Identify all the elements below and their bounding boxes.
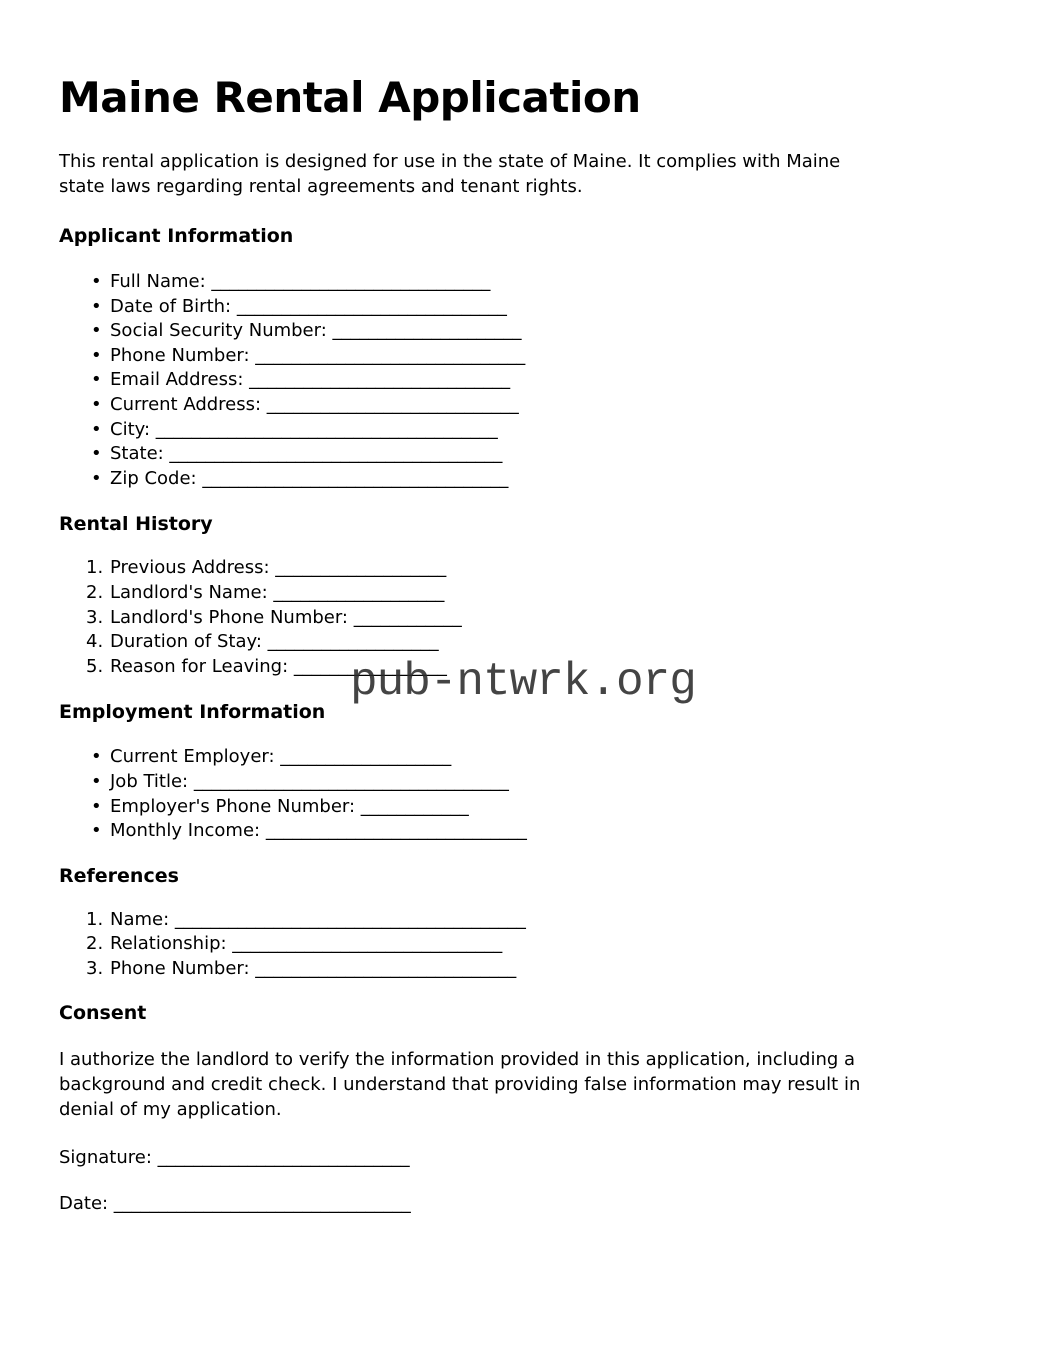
field-line-zip-code: [59, 467, 985, 492]
field-text: Email Address: _____________________________: [110, 369, 511, 391]
watermark-text: pub-ntwrk.org: [350, 656, 696, 708]
section-heading-applicant-information: Applicant Information: [59, 225, 294, 247]
field-text: Previous Address: ___________________: [110, 557, 447, 579]
field-text: Monthly Income: _____________________________: [110, 820, 527, 842]
item-number: 2.: [86, 581, 104, 603]
field-text: Full Name: _______________________________: [110, 271, 491, 292]
bullet-icon: •: [91, 369, 102, 391]
field-text: City: ______________________________________: [110, 418, 498, 440]
bullet-icon: •: [91, 320, 102, 342]
bullet-icon: •: [91, 271, 102, 292]
field-line-state: [59, 442, 985, 467]
bullet-icon: •: [91, 344, 102, 366]
field-line-job-title: [59, 770, 985, 795]
section-heading-consent: Consent: [59, 1002, 147, 1025]
field-text: Phone Number: ______________________________: [110, 344, 526, 366]
bullet-icon: •: [91, 467, 102, 489]
field-text: Employer's Phone Number: ____________: [110, 795, 469, 817]
document-title: Maine Rental Application: [59, 73, 641, 122]
field-line-ssn: [59, 319, 985, 344]
signature-line: Signature: ____________________________: [59, 1147, 410, 1169]
field-line-reason-for-leaving: [59, 655, 985, 680]
field-text: Landlord's Name: ___________________: [110, 581, 445, 603]
field-line-landlord-phone: [59, 606, 985, 631]
field-text: Zip Code: __________________________________: [110, 467, 509, 489]
bullet-icon: •: [91, 795, 102, 817]
field-text: Social Security Number: _____________________: [110, 320, 522, 342]
consent-line-3: denial of my application.: [59, 1099, 282, 1121]
field-text: Landlord's Phone Number: ____________: [110, 606, 462, 628]
item-number: 2.: [86, 933, 104, 955]
employment-info-list: [59, 745, 985, 843]
section-heading-rental-history: Rental History: [59, 513, 213, 536]
rental-history-list: [59, 556, 985, 679]
applicant-info-list: [59, 270, 985, 491]
field-line-previous-address: [59, 556, 985, 581]
item-number: 1.: [86, 908, 104, 930]
references-list: [59, 908, 985, 982]
field-line-reference-relationship: [59, 932, 985, 957]
field-text: Phone Number: _____________________________: [110, 957, 517, 979]
field-line-city: [59, 418, 985, 443]
bullet-icon: •: [91, 393, 102, 415]
item-number: 5.: [86, 655, 104, 677]
intro-line-1: This rental application is designed for use in the state of Maine. It complies with Maine: [59, 151, 841, 172]
document-content: [59, 0, 985, 1216]
consent-paragraph: [59, 1047, 985, 1122]
field-text: Relationship: ______________________________: [110, 933, 503, 955]
field-text: Date of Birth: ______________________________: [110, 295, 507, 317]
intro-line-2: state laws regarding rental agreements and tenant rights.: [59, 176, 583, 197]
bullet-icon: •: [91, 770, 102, 792]
field-line-full-name: [59, 270, 985, 295]
field-text: Job Title: ___________________________________: [110, 770, 509, 792]
field-line-duration-of-stay: [59, 630, 985, 655]
field-line-date-of-birth: [59, 295, 985, 320]
bullet-icon: •: [91, 746, 102, 768]
field-line-reference-phone: [59, 957, 985, 982]
section-heading-employment-information: Employment Information: [59, 701, 326, 724]
bullet-icon: •: [91, 820, 102, 842]
item-number: 4.: [86, 631, 104, 653]
bullet-icon: •: [91, 295, 102, 317]
field-text: Name: _______________________________________: [110, 908, 526, 930]
field-text: Reason for Leaving: _________________: [110, 655, 447, 677]
field-line-monthly-income: [59, 819, 985, 844]
section-heading-references: References: [59, 864, 179, 887]
date-line: Date: _________________________________: [59, 1193, 411, 1215]
bullet-icon: •: [91, 418, 102, 440]
field-line-employer-phone: [59, 795, 985, 820]
item-number: 1.: [86, 557, 104, 579]
field-line-landlord-name: [59, 581, 985, 606]
item-number: 3.: [86, 957, 104, 979]
field-line-current-employer: [59, 745, 985, 770]
field-line-phone-number: [59, 344, 985, 369]
field-line-email-address: [59, 368, 985, 393]
bullet-icon: •: [91, 443, 102, 465]
field-line-current-address: [59, 393, 985, 418]
field-text: Current Address: ____________________________: [110, 393, 519, 415]
intro-paragraph: [59, 149, 985, 199]
item-number: 3.: [86, 606, 104, 628]
field-text: Duration of Stay: ___________________: [110, 631, 439, 653]
consent-line-2: background and credit check. I understand that providing false information may result in: [59, 1074, 861, 1096]
field-text: Current Employer: ___________________: [110, 746, 452, 768]
field-text: State: _____________________________________: [110, 443, 503, 465]
consent-line-1: I authorize the landlord to verify the information provided in this application, including a: [59, 1049, 856, 1071]
field-line-reference-name: [59, 908, 985, 933]
